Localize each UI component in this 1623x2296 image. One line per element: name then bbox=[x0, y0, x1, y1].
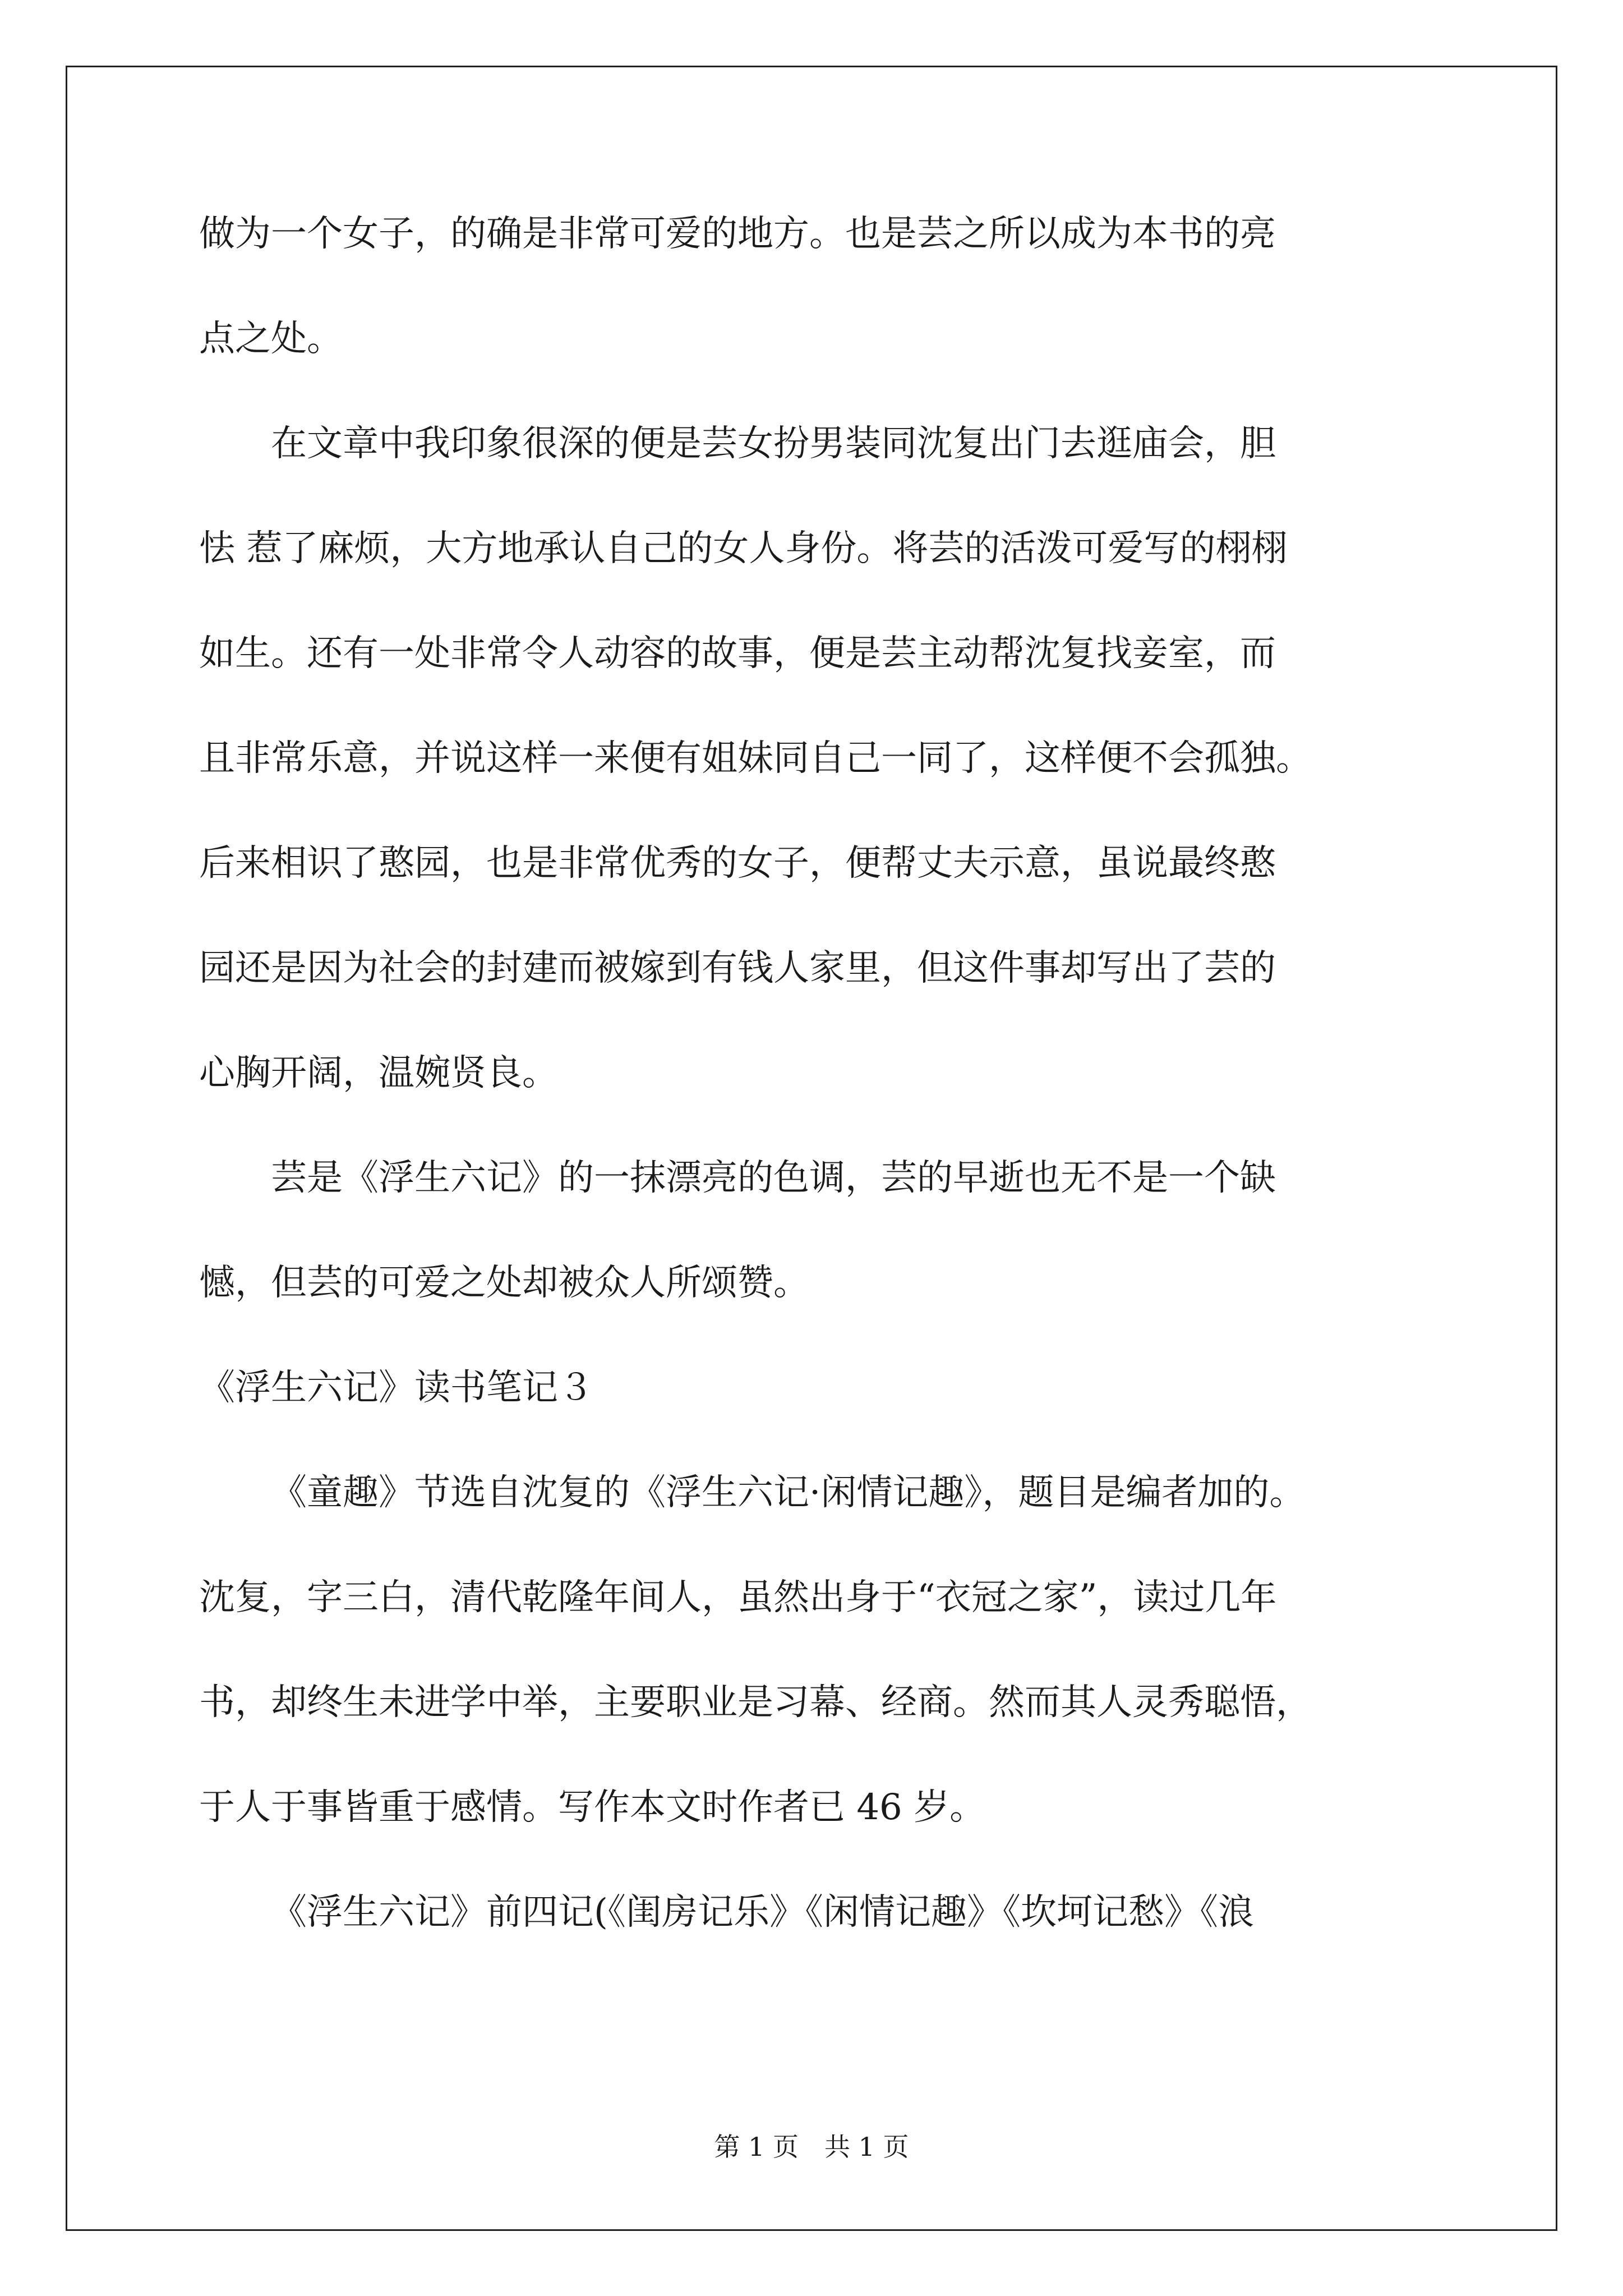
paragraph-start: 芸是《浮生六记》的一抹漂亮的色调，芸的早逝也无不是一个缺 bbox=[271, 1157, 1276, 1199]
text-line: 书，却终生未进学中举，主要职业是习幕、经商。然而其人灵秀聪悟， bbox=[199, 1682, 1312, 1723]
text-line: 点之处。 bbox=[199, 318, 343, 360]
text-line: 园还是因为社会的封建而被嫁到有钱人家里，但这件事却写出了芸的 bbox=[199, 947, 1276, 989]
text-line: 憾，但芸的可爱之处却被众人所颂赞。 bbox=[199, 1262, 809, 1304]
text-line: 怯 惹了麻烦，大方地承认自己的女人身份。将芸的活泼可爱写的栩栩 bbox=[199, 528, 1288, 569]
text-line: 如生。还有一处非常令人动容的故事，便是芸主动帮沈复找妾室，而 bbox=[199, 633, 1276, 674]
paragraph-start: 《童趣》节选自沈复的《浮生六记·闲情记趣》，题目是编者加的。 bbox=[271, 1472, 1306, 1513]
paragraph-start: 在文章中我印象很深的便是芸女扮男装同沈复出门去逛庙会，胆 bbox=[271, 423, 1276, 464]
document-body bbox=[199, 213, 1422, 1999]
text-line: 后来相识了憨园，也是非常优秀的女子，便帮丈夫示意，虽说最终憨 bbox=[199, 843, 1276, 884]
page-number-footer: 第 1 页 共 1 页 bbox=[714, 2132, 909, 2162]
paragraph-start: 《浮生六记》前四记(《闺房记乐》《闲情记趣》《坎坷记愁》《浪 bbox=[271, 1892, 1254, 1933]
text-line: 心胸开阔，温婉贤良。 bbox=[199, 1052, 558, 1094]
section-heading: 《浮生六记》读书笔记３ bbox=[199, 1367, 594, 1409]
text-line: 于人于事皆重于感情。写作本文时作者已 46 岁。 bbox=[199, 1787, 986, 1828]
text-line: 且非常乐意，并说这样一来便有姐妹同自己一同了，这样便不会孤独。 bbox=[199, 738, 1312, 779]
text-line: 做为一个女子，的确是非常可爱的地方。也是芸之所以成为本书的亮 bbox=[199, 213, 1276, 255]
text-line: 沈复，字三白，清代乾隆年间人，虽然出身于“衣冠之家”，读过几年 bbox=[199, 1577, 1277, 1618]
